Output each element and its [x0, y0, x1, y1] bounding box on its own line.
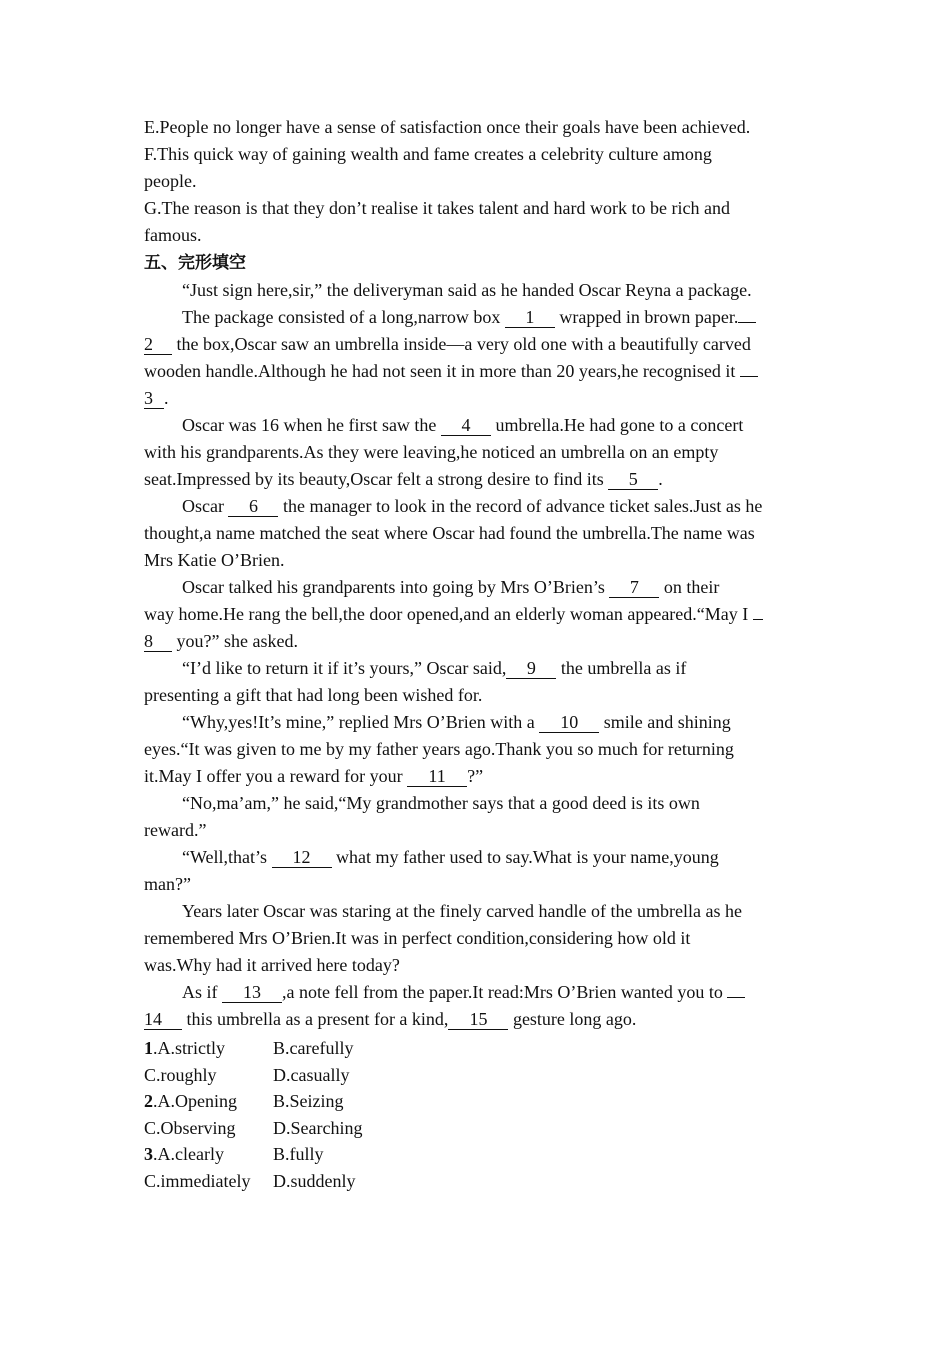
text: wooden handle.Although he had not seen it in more than 20 years,he recognised it	[144, 361, 736, 381]
blank-9: 9	[506, 658, 556, 679]
paragraph-6-line: presenting a gift that had long been wished for.	[144, 685, 483, 705]
option-b: B.carefully	[273, 1038, 354, 1058]
option-row	[144, 1168, 814, 1195]
paragraph-4-line: Mrs Katie O’Brien.	[144, 550, 285, 570]
answer-options	[144, 1035, 814, 1194]
blank-5: 5	[608, 469, 658, 490]
option-row	[144, 1141, 814, 1168]
question-number: 3	[144, 1144, 153, 1164]
blank-14: 14	[144, 1009, 182, 1030]
text: this umbrella as a present for a kind,	[186, 1009, 449, 1029]
paragraph-11-line	[144, 979, 814, 1006]
paragraph-10-line: remembered Mrs O’Brien.It was in perfect condition,considering how old it	[144, 928, 691, 948]
paragraph-10-line: was.Why had it arrived here today?	[144, 955, 400, 975]
paragraph-3-line: with his grandparents.As they were leaving,he noticed an umbrella on an empty	[144, 442, 719, 462]
paragraph-8-line: reward.”	[144, 820, 207, 840]
text: smile and shining	[603, 712, 731, 732]
option-a	[144, 1035, 273, 1062]
option-d: D.suddenly	[273, 1170, 356, 1191]
paragraph-5-line	[144, 574, 814, 601]
blank-10: 10	[539, 712, 599, 733]
blank-2-start	[738, 322, 756, 323]
text: the manager to look in the record of advance ticket sales.Just as he	[282, 496, 763, 516]
paragraph-4-line: thought,a name matched the seat where Oscar had found the umbrella.The name was	[144, 523, 755, 543]
option-row	[144, 1062, 814, 1089]
text: Oscar was 16 when he first saw the	[182, 415, 437, 435]
option-b: B.Seizing	[273, 1091, 344, 1111]
option-text: .A.strictly	[153, 1038, 225, 1058]
text: gesture long ago.	[512, 1009, 637, 1029]
blank-14-start	[727, 997, 745, 998]
paragraph-11-line	[144, 1006, 814, 1033]
paragraph-5-line	[144, 628, 814, 655]
text: ,a note fell from the paper.It read:Mrs O’Brien wanted you to	[282, 982, 723, 1002]
paragraph-2-line	[144, 331, 814, 358]
option-c: C.roughly	[144, 1064, 217, 1085]
text: The package consisted of a long,narrow box	[182, 307, 501, 327]
blank-4: 4	[441, 415, 491, 436]
blank-1: 1	[505, 307, 555, 328]
option-row	[144, 1115, 814, 1142]
text: ?”	[467, 766, 484, 786]
sentence-g-cont: famous.	[144, 225, 202, 245]
paragraph-1: “Just sign here,sir,” the deliveryman said as he handed Oscar Reyna a package.	[182, 280, 752, 300]
option-text: .A.clearly	[153, 1144, 224, 1164]
paragraph-5-line	[144, 601, 814, 628]
option-row	[144, 1088, 814, 1115]
paragraph-7-line: eyes.“It was given to me by my father years ago.Thank you so much for returning	[144, 739, 734, 759]
blank-3-start	[740, 376, 758, 377]
sentence-e: E.People no longer have a sense of satisfaction once their goals have been achieved.	[144, 117, 751, 137]
document-page	[144, 114, 814, 1194]
option-b: B.fully	[273, 1144, 324, 1164]
question-number: 2	[144, 1091, 153, 1111]
text: “Well,that’s	[182, 847, 268, 867]
text: seat.Impressed by its beauty,Oscar felt a strong desire to find its	[144, 469, 604, 489]
sentence-f-cont: people.	[144, 171, 197, 191]
sentence-g: G.The reason is that they don’t realise it takes talent and hard work to be rich and	[144, 198, 730, 218]
paragraph-10-line: Years later Oscar was staring at the finely carved handle of the umbrella as he	[182, 901, 742, 921]
text: what my father used to say.What is your name,young	[336, 847, 719, 867]
text: way home.He rang the bell,the door opened,and an elderly woman appeared.“May I	[144, 604, 749, 624]
blank-6: 6	[228, 496, 278, 517]
option-c: C.Observing	[144, 1117, 236, 1138]
blank-2: 2	[144, 334, 172, 355]
paragraph-7-line	[144, 763, 814, 790]
blank-7: 7	[609, 577, 659, 598]
option-a	[144, 1141, 273, 1168]
option-text: .A.Opening	[153, 1091, 237, 1111]
option-row	[144, 1035, 814, 1062]
sentence-f: F.This quick way of gaining wealth and fame creates a celebrity culture among	[144, 144, 712, 164]
paragraph-2-line	[144, 304, 814, 331]
option-a	[144, 1088, 273, 1115]
blank-11: 11	[407, 766, 467, 787]
option-d: D.Searching	[273, 1117, 363, 1138]
text: As if	[182, 982, 218, 1002]
blank-13: 13	[222, 982, 282, 1003]
text: “Why,yes!It’s mine,” replied Mrs O’Brien with a	[182, 712, 535, 732]
text: on their	[663, 577, 720, 597]
cloze-passage	[144, 277, 814, 1033]
text: Oscar	[182, 496, 224, 516]
paragraph-8-line: “No,ma’am,” he said,“My grandmother says that a good deed is its own	[182, 793, 700, 813]
text: “I’d like to return it if it’s yours,” Oscar said,	[182, 658, 507, 678]
paragraph-9-line	[144, 844, 814, 871]
paragraph-6-line	[144, 655, 814, 682]
paragraph-4-line	[144, 493, 814, 520]
text: the box,Oscar saw an umbrella inside—a very old one with a beautifully carved	[176, 334, 751, 354]
question-number: 1	[144, 1038, 153, 1058]
blank-8-start	[753, 619, 763, 620]
paragraph-3-line: seat.Impressed by its beauty,Oscar felt a strong desire to find its 5 .	[144, 469, 663, 489]
paragraph-7-line	[144, 709, 814, 736]
option-d: D.casually	[273, 1064, 350, 1085]
text: wrapped in brown paper.	[559, 307, 739, 327]
paragraph-2-line	[144, 358, 814, 385]
paragraph-3-line	[144, 412, 814, 439]
blank-8: 8	[144, 631, 172, 652]
option-c: C.immediately	[144, 1170, 251, 1191]
text: Oscar talked his grandparents into going by Mrs O’Brien’s	[182, 577, 605, 597]
text: umbrella.He had gone to a concert	[495, 415, 744, 435]
blank-15: 15	[448, 1009, 508, 1030]
blank-12: 12	[272, 847, 332, 868]
text: it.May I offer you a reward for your	[144, 766, 403, 786]
paragraph-9-line: man?”	[144, 874, 191, 894]
paragraph-2-line: 3 .	[144, 388, 169, 408]
text: you?” she asked.	[176, 631, 298, 651]
text: the umbrella as if	[560, 658, 687, 678]
section-heading: 五、完形填空	[144, 253, 246, 273]
blank-3: 3	[144, 388, 164, 409]
